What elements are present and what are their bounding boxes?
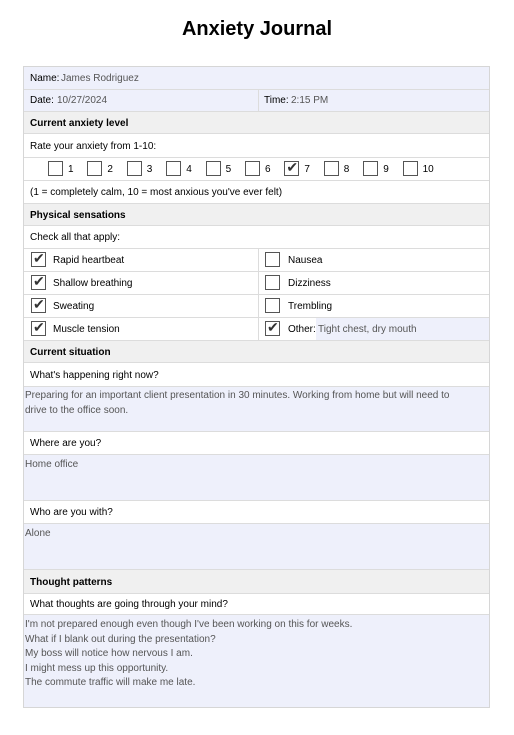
anxiety-scale-checkbox[interactable] <box>127 161 142 176</box>
anxiety-scale-checkbox[interactable] <box>206 161 221 176</box>
answer-who-field[interactable] <box>24 524 489 570</box>
sensation-checkbox[interactable] <box>265 298 280 313</box>
question-who: Who are you with? <box>30 507 113 518</box>
checkmark-icon: ✔ <box>33 250 45 266</box>
checkmark-icon: ✔ <box>33 296 45 312</box>
section-heading: Current anxiety level <box>30 118 129 129</box>
sensations-prompt: Check all that apply: <box>30 232 121 243</box>
anxiety-note-row <box>24 181 489 204</box>
sensations-prompt-row <box>24 226 489 249</box>
sensation-checkbox[interactable] <box>265 275 280 290</box>
anxiety-scale-note: (1 = completely calm, 10 = most anxious you've ever felt) <box>30 187 283 198</box>
section-heading: Physical sensations <box>30 210 126 221</box>
answer-happening-text: Preparing for an important client presentation in 30 minutes. Working from home but will need to drive to the office soon. <box>25 390 450 416</box>
anxiety-scale-checkbox[interactable] <box>87 161 102 176</box>
sensation-label: Muscle tension <box>53 324 120 335</box>
anxiety-scale-checkbox[interactable] <box>403 161 418 176</box>
answer-thoughts-field[interactable] <box>24 615 489 707</box>
checkmark-icon: ✔ <box>33 273 45 289</box>
anxiety-scale-number: 1 <box>68 164 74 175</box>
anxiety-prompt: Rate your anxiety from 1-10: <box>30 141 157 152</box>
name-value[interactable]: James Rodriguez <box>61 73 139 84</box>
sensation-row <box>24 272 489 295</box>
other-sensation-value: Tight chest, dry mouth <box>318 324 417 335</box>
sensation-label: Nausea <box>288 255 323 266</box>
time-field[interactable] <box>259 90 489 111</box>
divider <box>258 249 259 271</box>
sensation-checkbox[interactable] <box>31 321 46 336</box>
answer-thoughts-text: I'm not prepared enough even though I've been working on this for weeks. What if I blank out during the presentation? My boss will notice how nervous I am. I might mess up this opportunity. The commute traffic will make me late. <box>25 619 353 688</box>
anxiety-scale-checkbox[interactable] <box>324 161 339 176</box>
time-value[interactable]: 2:15 PM <box>291 95 329 106</box>
anxiety-scale-number: 2 <box>107 164 113 175</box>
anxiety-scale-checkbox[interactable] <box>166 161 181 176</box>
divider <box>258 295 259 317</box>
answer-happening-field[interactable] <box>24 387 489 432</box>
anxiety-scale-checkbox[interactable] <box>284 161 299 176</box>
sensation-row <box>24 318 489 341</box>
date-time-row <box>24 90 489 112</box>
anxiety-scale-number: 7 <box>304 164 310 175</box>
answer-where-text: Home office <box>25 459 79 470</box>
sensation-row <box>24 249 489 272</box>
section-heading: Current situation <box>30 347 111 358</box>
date-label: Date: <box>30 95 54 106</box>
anxiety-scale-number: 10 <box>422 164 434 175</box>
time-label: Time: <box>264 95 289 106</box>
question-happening: What's happening right now? <box>30 370 159 381</box>
sensation-label: Rapid heartbeat <box>53 255 125 266</box>
sensation-checkbox[interactable] <box>31 298 46 313</box>
sensation-checkbox[interactable] <box>31 275 46 290</box>
anxiety-scale-number: 5 <box>225 164 232 175</box>
anxiety-scale-checkbox[interactable] <box>48 161 63 176</box>
anxiety-scale-number: 9 <box>383 164 389 175</box>
date-value[interactable]: 10/27/2024 <box>57 95 108 106</box>
question-row <box>24 594 489 615</box>
section-situation-header <box>24 341 489 363</box>
sensation-checkbox[interactable] <box>265 321 280 336</box>
sensation-label: Shallow breathing <box>53 278 133 289</box>
sensation-checkbox[interactable] <box>31 252 46 267</box>
journal-form <box>23 66 490 708</box>
date-field[interactable] <box>24 90 258 111</box>
section-anxiety-header <box>24 112 489 134</box>
section-thoughts-header <box>24 570 489 594</box>
divider <box>258 272 259 294</box>
anxiety-scale-number: 8 <box>343 164 350 175</box>
anxiety-scale-number: 4 <box>186 164 192 175</box>
anxiety-scale-checkbox[interactable] <box>363 161 378 176</box>
question-row <box>24 501 489 524</box>
sensation-label: Trembling <box>288 301 333 312</box>
sensation-row <box>24 295 489 318</box>
checkmark-icon: ✔ <box>33 319 45 335</box>
anxiety-prompt-row <box>24 134 489 158</box>
question-row <box>24 363 489 387</box>
answer-where-field[interactable] <box>24 455 489 501</box>
checkmark-icon: ✔ <box>267 319 279 335</box>
question-thoughts: What thoughts are going through your mind? <box>30 599 228 610</box>
name-label: Name: <box>30 73 60 84</box>
page-title: Anxiety Journal <box>181 18 333 40</box>
anxiety-scale-checkbox[interactable] <box>245 161 260 176</box>
checkmark-icon: ✔ <box>286 159 299 175</box>
section-sensations-header <box>24 204 489 226</box>
sensation-label: Sweating <box>53 301 95 312</box>
question-where: Where are you? <box>30 438 102 449</box>
answer-who-text: Alone <box>25 528 51 539</box>
anxiety-scale-number: 6 <box>265 164 271 175</box>
divider <box>258 318 259 340</box>
anxiety-scale-number: 3 <box>146 164 153 175</box>
anxiety-scale-row <box>24 158 489 181</box>
sensation-label: Dizziness <box>288 278 331 289</box>
name-row[interactable] <box>24 67 489 90</box>
sensation-checkbox[interactable] <box>265 252 280 267</box>
sensation-label: Other: <box>288 324 316 335</box>
other-sensation-field[interactable] <box>316 318 489 340</box>
section-heading: Thought patterns <box>30 577 113 588</box>
question-row <box>24 432 489 455</box>
